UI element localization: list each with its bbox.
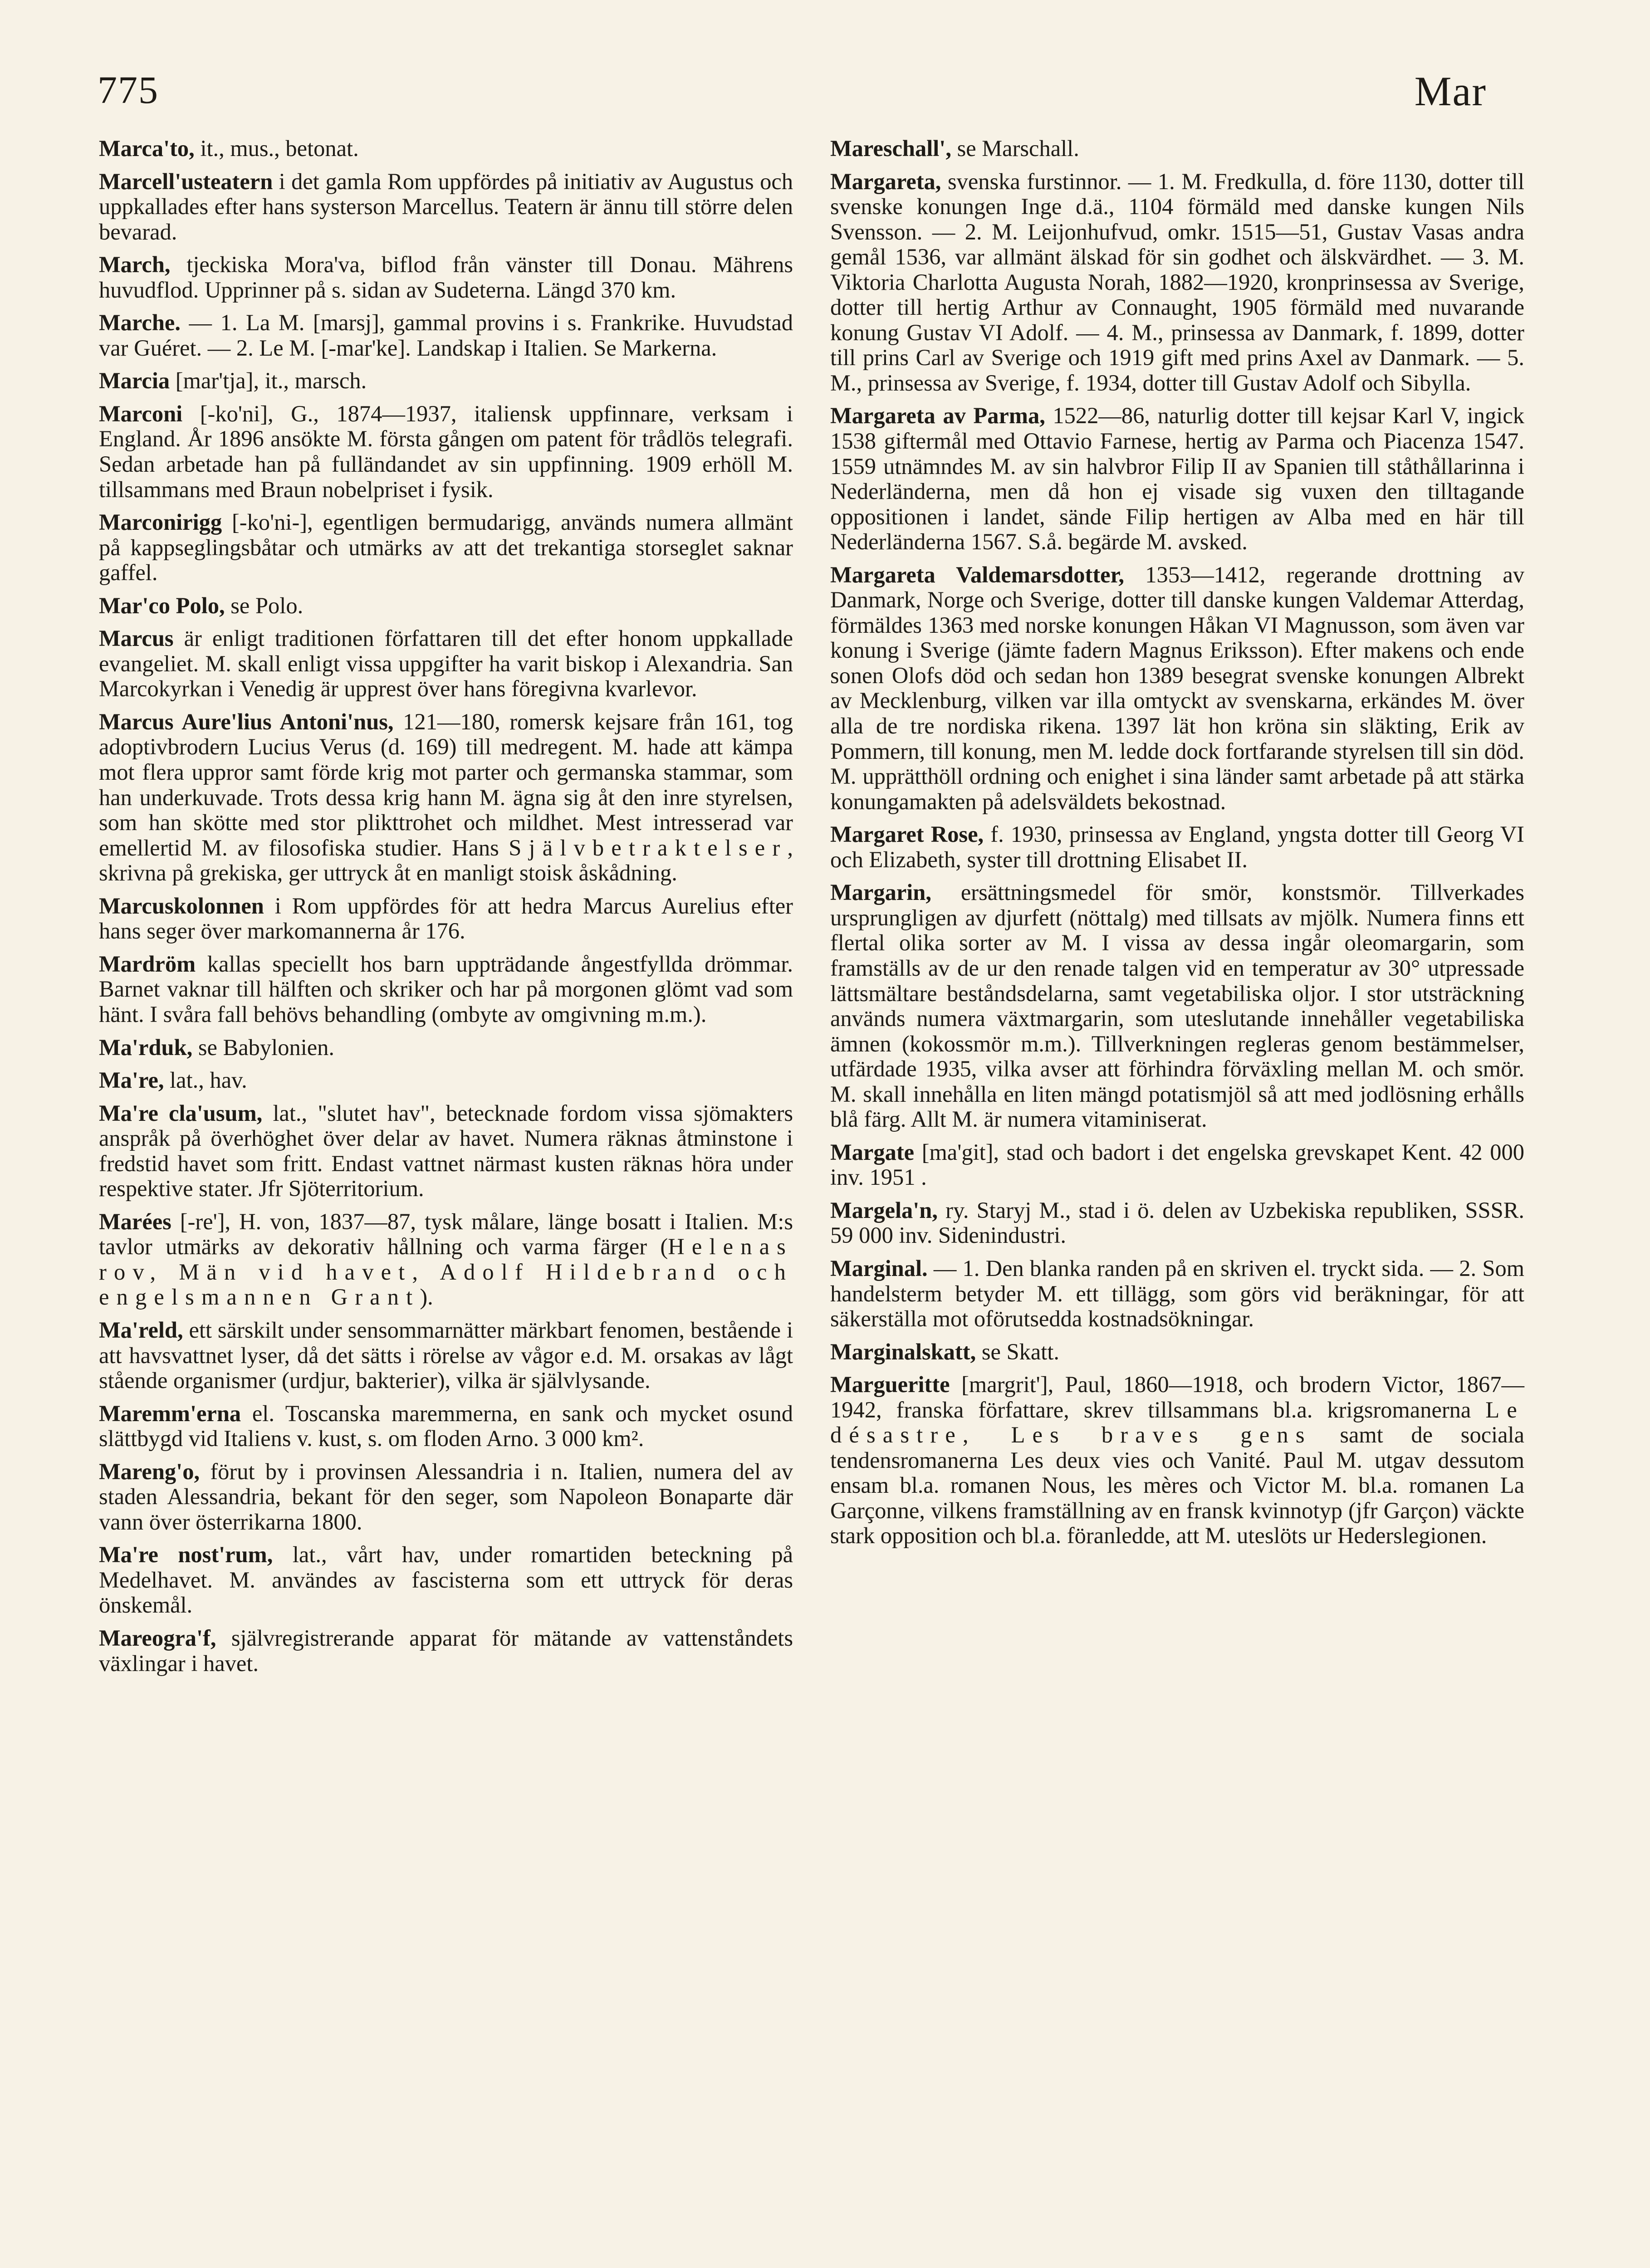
page-number: 775 <box>98 68 159 112</box>
entry-text: kallas speciellt hos barn uppträdande ångestfyllda drömmar. Barnet vaknar till hälften och skriker och har på morgonen glömt vad som hänt. I svåra fall behövs behandling (ombyte av omgivning m.m.). <box>99 951 793 1027</box>
entry-headword: Mar'co Polo, <box>99 592 225 618</box>
entry-text: [margrit'], Paul, 1860—1918, och brodern Victor, 1867—1942, franska författare, skrev tillsammans bl.a. krigsromanerna <box>830 1372 1524 1422</box>
entry-text: se Skatt. <box>976 1339 1059 1364</box>
entry-text: ett särskilt under sensommarnätter märkbart fenomen, bestående i att havsvattnet lyser, då det sätts i rörelse av vågor e.d. M. orsakas av lågt stående organismer (urdjur, bakterier), vilka är självlysande. <box>99 1317 793 1393</box>
dictionary-entry <box>99 1035 793 1061</box>
entry-text: se Babylonien. <box>192 1034 335 1060</box>
entry-headword: Ma'rduk, <box>99 1034 193 1060</box>
entry-title-spaced: Självbetraktelser <box>509 835 788 860</box>
dictionary-entry <box>99 510 793 586</box>
entry-text: svenska furstinnor. — 1. M. Fredkulla, d. före 1130, dotter till svenske konungen Inge d.ä., 1104 förmäld med danske kungen Nils Svensson. — 2. M. Leijonhufvud, omkr. 1515—51, Gustav Vasas andra gemål 1536, var allmänt älskad för sin godhet och älskvärdhet. — 3. M. Viktoria Charlotta Augusta Norah, 1882—1920, kronprinsessa av Sverige, dotter till hertig Arthur av Connaught, 1905 förmäld med nuvarande konung Gustav VI Adolf. — 4. M., prinsessa av Danmark, f. 1899, dotter till prins Carl av Sverige och 1919 gift med prins Axel av Danmark. — 5. M., prinsessa av Sverige, f. 1934, dotter till Gustav Adolf och Sibylla. <box>830 168 1524 396</box>
dictionary-entry <box>830 1198 1524 1248</box>
entry-headword: Marcuskolonnen <box>99 893 264 919</box>
entry-text: [-re'], H. von, 1837—87, tysk målare, länge bosatt i Italien. M:s tavlor utmärks av dekorativ hållning och varma färger ( <box>99 1208 793 1260</box>
dictionary-entry <box>99 169 793 245</box>
entry-headword: Margareta, <box>830 168 941 194</box>
entry-text: är enligt traditionen författaren till det efter honom uppkallade evangeliet. M. skall enligt vissa uppgifter ha varit biskop i Alexandria. San Marcokyrkan i Venedig är upprest över hans föregivna kvarlevor. <box>99 626 793 702</box>
entry-text: se Marschall. <box>951 136 1079 161</box>
entry-headword: Ma're, <box>99 1067 164 1093</box>
dictionary-entry <box>830 880 1524 1132</box>
entry-headword: Margareta Valdemarsdotter, <box>830 562 1124 587</box>
entry-headword: Margate <box>830 1139 915 1165</box>
entry-text: — 1. La M. [marsj], gammal provins i s. Frankrike. Huvudstad var Guéret. — 2. Le M. [-mar'ke]. Landskap i Italien. Se Markerna. <box>99 310 793 361</box>
dictionary-entry <box>99 368 793 394</box>
dictionary-entry <box>99 1068 793 1093</box>
dictionary-entry <box>99 593 793 619</box>
entry-headword: Marcell'usteatern <box>99 168 273 194</box>
entry-headword: Margela'n, <box>830 1197 938 1223</box>
entry-headword: Mareschall', <box>830 136 951 161</box>
dictionary-entry <box>99 1318 793 1393</box>
entry-headword: Marcus <box>99 626 174 651</box>
entry-headword: Mareogra'f, <box>99 1625 216 1651</box>
entry-headword: Margarin, <box>830 880 931 905</box>
entry-headword: Margueritte <box>830 1372 950 1398</box>
dictionary-entry <box>99 709 793 886</box>
entry-text: tjeckiska Mora'va, biflod från vänster till Donau. Mährens huvudflod. Upprinner på s. sidan av Sudeterna. Längd 370 km. <box>99 252 793 303</box>
entry-headword: Ma'reld, <box>99 1317 183 1343</box>
dictionary-entry <box>830 1140 1524 1190</box>
left-column <box>99 136 793 1684</box>
dictionary-entry <box>99 1401 793 1452</box>
entry-text: i det gamla Rom uppfördes på initiativ av Augustus och uppkallades efter hans systerson Marcellus. Teatern är ännu till större delen bevarad. <box>99 168 793 244</box>
dictionary-entry <box>99 136 793 161</box>
entry-text: lat., vårt hav, under romartiden beteckning på Medelhavet. M. användes av fascisterna som ett uttryck för deras önskemål. <box>99 1542 793 1618</box>
entry-text-tail: samt de sociala tendensromanerna Les deux vies och Vanité. Paul M. utgav dessutom ensam bl.a. romanen Nous, les mères och Victor M. bl.a. romanen La Garçonne, vilkens framställning av en fransk kvinnotyp (jfr Garçon) väckte stark opposition och bl.a. föranledde, att M. uteslöts ur Hederslegionen. <box>830 1422 1524 1549</box>
entry-headword: Mardröm <box>99 951 196 977</box>
dictionary-entry <box>830 403 1524 554</box>
entry-headword: Marconi <box>99 401 183 426</box>
entry-text: 1522—86, naturlig dotter till kejsar Karl V, ingick 1538 giftermål med Ottavio Farnese, hertig av Parma och Piacenza 1547. 1559 utnämndes M. av sin halvbror Filip II av Spanien till ståthållarinna i Nederländerna, men då hon ej visade sig vuxen den tilltagande oppositionen i landet, sände Filip hertigen av Alba med en här till Nederländerna 1567. S.å. begärde M. avsked. <box>830 403 1525 555</box>
entry-title-spaced: Le désastre, Les braves gens <box>830 1397 1524 1448</box>
dictionary-entry <box>99 252 793 303</box>
right-column <box>830 136 1524 1556</box>
entry-text: [ma'git], stad och badort i det engelska grevskapet Kent. 42 000 inv. 1951 . <box>830 1139 1524 1190</box>
entry-text: [-ko'ni], G., 1874—1937, italiensk uppfinnare, verksam i England. År 1896 ansökte M. första gången om patent för trådlös telegrafi. Sedan arbetade han på fulländandet av sin uppfinning. 1909 erhöll M. tillsammans med Braun nobelpriset i fysik. <box>99 401 793 502</box>
entry-headword: Marca'to, <box>99 136 195 161</box>
entry-headword: March, <box>99 252 171 278</box>
entry-headword: Margareta av Parma, <box>830 403 1045 429</box>
dictionary-entry <box>99 1626 793 1676</box>
entry-text: lat., "slutet hav", betecknade fordom vissa sjömakters anspråk på överhöghet över delar av havet. Numera räknas åtminstone i fredstid havet som fritt. Endast vattnet närmast kusten räknas höra under respektive stater. Jfr Sjöterritorium. <box>99 1100 793 1202</box>
dictionary-entry <box>830 1339 1524 1365</box>
entry-title-spaced: Helenas rov, Män vid havet, Adolf Hildebrand och engelsmannen Grant <box>99 1234 793 1310</box>
dictionary-entry <box>99 1542 793 1618</box>
dictionary-entry <box>830 1256 1524 1332</box>
entry-headword: Marconirigg <box>99 509 222 535</box>
entry-text: [-ko'ni-], egentligen bermudarigg, används numera allmänt på kappseglingsbåtar och utmärks av att det trekantiga storseglet saknar gaffel. <box>99 509 793 586</box>
entry-text: f. 1930, prinsessa av England, yngsta dotter till Georg VI och Elizabeth, syster till drottning Elisabet II. <box>830 821 1524 872</box>
dictionary-entry <box>99 626 793 702</box>
entry-text: se Polo. <box>225 592 304 618</box>
entry-headword: Marginalskatt, <box>830 1339 976 1364</box>
entry-headword: Marcus Aure'lius Antoni'nus, <box>99 709 394 734</box>
dictionary-entry <box>99 952 793 1027</box>
dictionary-entry <box>830 822 1524 872</box>
entry-text: lat., hav. <box>164 1067 247 1093</box>
entry-headword: Margaret Rose, <box>830 821 984 847</box>
entry-headword: Mareng'o, <box>99 1458 200 1484</box>
dictionary-entry <box>99 310 793 361</box>
dictionary-entry <box>99 1209 793 1310</box>
entry-text: — 1. Den blanka randen på en skriven el. tryckt sida. — 2. Som handelsterm betyder M. ett tillägg, som görs vid beräkningar, för att säkerställa mot oförutsedda kostnadsökningar. <box>830 1255 1524 1332</box>
entry-headword: Marginal. <box>830 1255 928 1281</box>
entry-headword: Marche. <box>99 310 181 336</box>
entry-text: självregistrerande apparat för mätande av vattenståndets växlingar i havet. <box>99 1625 793 1676</box>
entry-text: 1353—1412, regerande drottning av Danmark, Norge och Sverige, dotter till danske kungen Valdemar Atterdag, förmäldes 1363 med norske konungen Håkan VI Magnusson, som även var konung i Sverige (jämte fadern Magnus Eriksson). Efter makens och ende sonen Olofs död och sedan hon 1389 besegrat svenske konungen Albrekt av Mecklenburg, vilken var illa omtyckt av svenskarna, erkändes M. över alla de tre nordiska rikena. 1397 lät hon kröna sin släkting, Erik av Pommern, till konung, men M. ledde dock fortfarande styrelsen till sin död. M. upprätthöll ordning och enighet i sina länder samt arbetade på att stärka konungamakten på adelsväldets bekostnad. <box>830 562 1524 814</box>
entry-headword: Marées <box>99 1208 171 1234</box>
entry-headword: Marcia <box>99 368 170 394</box>
entry-text: el. Toscanska maremmerna, en sank och mycket osund slättbygd vid Italiens v. kust, s. om floden Arno. 3 000 km². <box>99 1400 793 1452</box>
dictionary-entry <box>99 1459 793 1535</box>
entry-text: 121—180, romersk kejsare från 161, tog adoptivbrodern Lucius Verus (d. 169) till medregent. M. hade att kämpa mot flera uppror samt förde krig mot parter och germanska stammar, som han underkuvade. Trots dessa krig hann M. ägna sig åt den inre styrelsen, som han skötte med stor plikttrohet och mildhet. Mest intresserad var emellertid M. av filosofiska studier. Hans <box>99 709 793 860</box>
entry-text: i Rom uppfördes för att hedra Marcus Aurelius efter hans seger över markomannerna år 176. <box>99 893 793 944</box>
entry-text: ry. Staryj M., stad i ö. delen av Uzbekiska republiken, SSSR. 59 000 inv. Sidenindustri. <box>830 1197 1524 1248</box>
entry-headword: Ma're nost'rum, <box>99 1542 273 1568</box>
entry-text: it., mus., betonat. <box>194 136 359 161</box>
entry-text-tail: ). <box>420 1284 433 1310</box>
entry-text: förut by i provinsen Alessandria i n. Italien, numera del av staden Alessandria, bekant för den seger, som Napoleon Bonaparte där vann över österrikarna 1800. <box>99 1458 793 1535</box>
dictionary-entry <box>830 562 1524 814</box>
dictionary-entry <box>99 1101 793 1202</box>
entry-text: ersättningsmedel för smör, konstsmör. Tillverkades ursprungligen av djurfett (nöttalg) med tillsats av mjölk. Numera finns ett flertal olika sorter av M. I vissa av dessa ingår oleomargarin, som framställs av de ur den renade talgen vid en temperatur av 30° utpressade lättsmältare beståndsdelarna, samt vegetabiliska oljor. I stor utsträckning används numera växtmargarin, som uteslutande innehåller vegetabiliska ämnen (kokossmör m.m.). Tillverkningen regleras genom bestämmelser, utfärdade 1935, vilka avser att förhindra förväxling mellan M. och smör. M. skall innehålla en liten mängd potatismjöl så att med jodlösning erhålls blå färg. Allt M. är numera vitaminiserat. <box>830 880 1524 1132</box>
dictionary-entry <box>830 136 1524 161</box>
entry-text: [mar'tja], it., marsch. <box>170 368 367 394</box>
running-head: Mar <box>1414 68 1487 114</box>
dictionary-entry <box>830 169 1524 396</box>
entry-headword: Ma're cla'usum, <box>99 1100 263 1126</box>
dictionary-entry <box>99 894 793 944</box>
dictionary-entry <box>830 1372 1524 1549</box>
dictionary-entry <box>99 401 793 502</box>
entry-text-tail: , skrivna på grekiska, ger uttryck åt en manligt stoisk åskådning. <box>99 835 793 886</box>
entry-headword: Maremm'erna <box>99 1400 241 1426</box>
